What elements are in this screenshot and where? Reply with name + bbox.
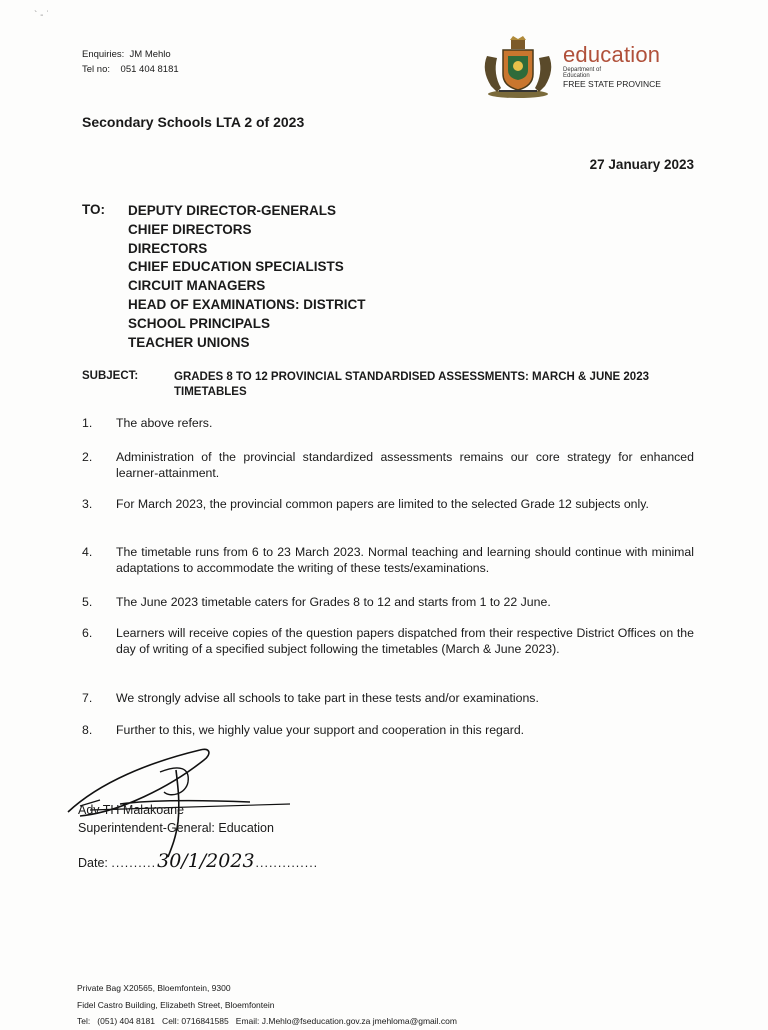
subject-text: GRADES 8 TO 12 PROVINCIAL STANDARDISED ASSESSMENTS: MARCH & JUNE 2023 TIMETABLES bbox=[174, 371, 649, 398]
logo-dept-line2: Education bbox=[563, 73, 590, 79]
date-dots-after: .............. bbox=[255, 856, 319, 870]
recipient-item: TEACHER UNIONS bbox=[128, 334, 250, 350]
signatory-name: Adv TH Malakoane bbox=[78, 803, 185, 817]
paragraph-item bbox=[82, 545, 694, 576]
recipient-item: CIRCUIT MANAGERS bbox=[128, 278, 266, 294]
paragraph-text: Administration of the provincial standardized assessments remains our core strategy for enhanced learner-attainment. bbox=[116, 450, 694, 480]
paragraph-number: 3. bbox=[82, 497, 93, 511]
paragraph-number: 1. bbox=[82, 416, 93, 430]
subject-label: SUBJECT: bbox=[82, 370, 139, 382]
paragraph-item bbox=[82, 723, 694, 739]
recipient-item: HEAD OF EXAMINATIONS: DISTRICT bbox=[128, 296, 366, 312]
footer-address-2: Fidel Castro Building, Elizabeth Street, Bloemfontein bbox=[77, 999, 275, 1010]
handwritten-date: 30/1/2023 bbox=[157, 850, 255, 872]
recipient-item: SCHOOL PRINCIPALS bbox=[128, 315, 271, 331]
paragraph-item bbox=[82, 595, 694, 611]
coat-of-arms-logo bbox=[477, 36, 559, 100]
recipient-item: CHIEF EDUCATION SPECIALISTS bbox=[128, 259, 344, 275]
footer-contact-line: Tel: (051) 404 8181 Cell: 0716841585 Email: J.Mehlo@fseducation.gov.za jmehloma@gmail.com bbox=[77, 1016, 457, 1026]
paragraph-item bbox=[82, 450, 694, 481]
logo-province: FREE STATE PROVINCE bbox=[563, 79, 661, 89]
footer-address-1: Private Bag X20565, Bloemfontein, 9300 bbox=[77, 983, 231, 993]
letter-date: 27 January 2023 bbox=[589, 157, 694, 172]
letter-reference: Secondary Schools LTA 2 of 2023 bbox=[82, 114, 305, 130]
logo-brand: education bbox=[563, 42, 661, 67]
recipient-item: CHIEF DIRECTORS bbox=[128, 221, 252, 237]
date-dots-before: .......... bbox=[111, 856, 157, 870]
paragraph-text: The timetable runs from 6 to 23 March 2023. Normal teaching and learning should continue with minimal adaptations to accommodate the writing of these tests/examinations. bbox=[116, 545, 694, 575]
footer-contact bbox=[77, 980, 457, 1030]
scan-mark: ` ‑ ˙ bbox=[34, 10, 50, 21]
to-label: TO: bbox=[82, 202, 105, 217]
paragraph-item bbox=[82, 497, 694, 513]
paragraph-item bbox=[82, 626, 694, 657]
paragraph-text: Learners will receive copies of the question papers dispatched from their respective District Offices on the day of writing of a specified subject following the timetables (March & June 2023). bbox=[116, 626, 694, 656]
recipient-item: DIRECTORS bbox=[128, 240, 208, 256]
paragraph-number: 6. bbox=[82, 626, 93, 640]
logo-dept-line1: Department of bbox=[563, 67, 602, 73]
paragraph-number: 5. bbox=[82, 595, 93, 609]
paragraph-item bbox=[82, 416, 694, 432]
signatory-block bbox=[78, 802, 274, 837]
signature-date-line bbox=[78, 850, 318, 872]
paragraph-text: For March 2023, the provincial common papers are limited to the selected Grade 12 subjects only. bbox=[116, 497, 649, 511]
department-logo-text bbox=[563, 43, 661, 90]
recipient-item: DEPUTY DIRECTOR-GENERALS bbox=[128, 203, 337, 218]
paragraph-number: 4. bbox=[82, 545, 93, 559]
paragraph-item bbox=[82, 691, 694, 707]
enquiries-block bbox=[82, 47, 179, 77]
paragraph-number: 2. bbox=[82, 450, 93, 464]
enquiries-line: Enquiries: JM Mehlo bbox=[82, 49, 171, 60]
paragraph-text: The above refers. bbox=[116, 416, 213, 430]
tel-line: Tel no: 051 404 8181 bbox=[82, 64, 179, 75]
recipients-list bbox=[128, 202, 366, 352]
paragraph-text: The June 2023 timetable caters for Grades 8 to 12 and starts from 1 to 22 June. bbox=[116, 595, 551, 609]
paragraph-text: Further to this, we highly value your support and cooperation in this regard. bbox=[116, 723, 525, 737]
date-label: Date: bbox=[78, 856, 108, 870]
paragraph-number: 8. bbox=[82, 723, 93, 737]
paragraph-text: We strongly advise all schools to take part in these tests and/or examinations. bbox=[116, 691, 539, 705]
paragraph-number: 7. bbox=[82, 691, 93, 705]
signatory-title: Superintendent-General: Education bbox=[78, 820, 274, 835]
